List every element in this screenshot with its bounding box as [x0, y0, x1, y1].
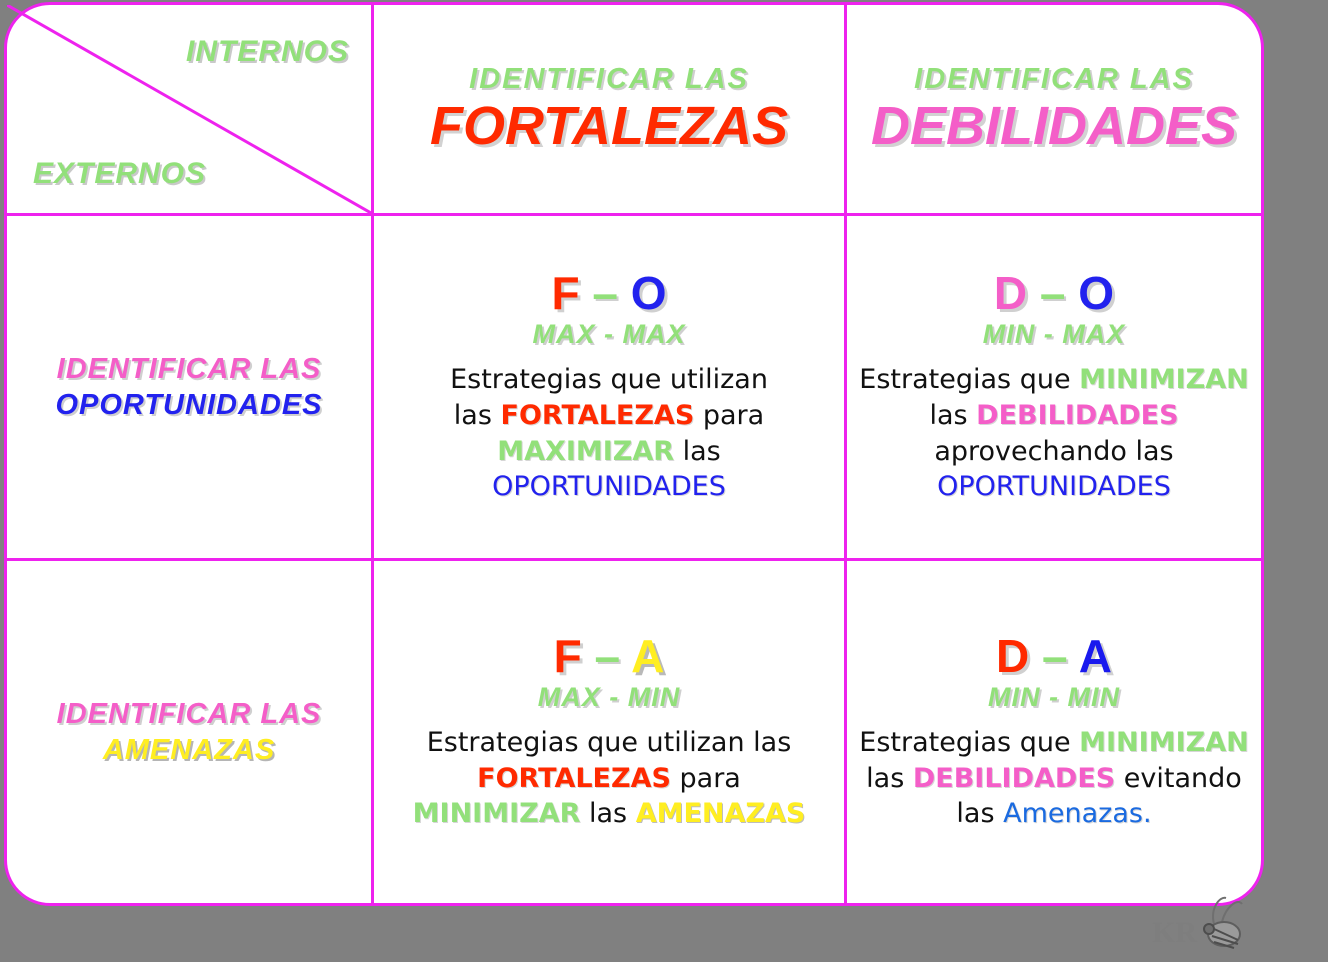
- cell-da-text-1: Estrategias que: [859, 727, 1080, 759]
- cell-fa-highlight-1: FORTALEZAS: [477, 762, 671, 794]
- cell-da-text-4: las: [956, 798, 1004, 830]
- cell-fa-description: [413, 725, 806, 832]
- cell-do: [847, 216, 1261, 561]
- matrix-corner-cell: [7, 5, 374, 216]
- cell-do-description: [859, 362, 1248, 505]
- cell-fa-code-dash: –: [594, 629, 621, 682]
- row-header-opportunities-title: OPORTUNIDADES: [55, 389, 323, 421]
- cell-do-code: [993, 267, 1115, 320]
- cell-da-text-2: las: [866, 762, 913, 794]
- column-header-strengths: [374, 5, 847, 216]
- column-header-weaknesses-title: DEBILIDADES: [870, 95, 1238, 156]
- cell-fo-maxmin: MAX - MAX: [532, 319, 686, 350]
- cell-do-code-dash: –: [1039, 267, 1066, 320]
- cell-da-text-3: evitando: [1115, 762, 1242, 794]
- cell-fo-highlight-1: FORTALEZAS: [500, 400, 695, 432]
- cell-fa-text-1: Estrategias que utilizan las: [426, 727, 792, 759]
- column-header-weaknesses: [847, 5, 1261, 216]
- row-header-opportunities-subtitle: IDENTIFICAR LAS: [56, 352, 322, 385]
- cell-fo-code-dash: –: [592, 267, 618, 320]
- column-header-strengths-subtitle: IDENTIFICAR LAS: [469, 62, 749, 95]
- cell-da-maxmin: MIN - MIN: [988, 682, 1120, 713]
- cell-fo-text-3: para: [694, 400, 765, 432]
- cell-fa-highlight-2: MINIMIZAR: [412, 798, 581, 830]
- cell-da-code: [996, 629, 1112, 682]
- watermark-logo: [1152, 894, 1262, 956]
- cell-fo-code-second: O: [630, 267, 667, 320]
- column-header-weaknesses-subtitle: IDENTIFICAR LAS: [914, 62, 1194, 95]
- cell-da-highlight-2: DEBILIDADES: [912, 762, 1116, 794]
- cell-do-text-2: las: [929, 400, 977, 432]
- row-header-threats: [7, 561, 374, 903]
- row-header-opportunities: [7, 216, 374, 561]
- cell-fa-maxmin: MAX - MIN: [537, 682, 681, 713]
- row-header-threats-title: AMENAZAS: [102, 734, 276, 766]
- cell-fo-highlight-2: MAXIMIZAR: [497, 435, 675, 467]
- cell-fo-code: [551, 267, 667, 320]
- row-header-threats-subtitle: IDENTIFICAR LAS: [56, 697, 322, 730]
- cell-do-highlight-2: DEBILIDADES: [976, 400, 1179, 432]
- internal-axis-label: INTERNOS: [185, 35, 349, 68]
- cell-fa-text-3: las: [580, 798, 636, 830]
- swot-matrix: [4, 2, 1264, 906]
- cell-da-code-dash: –: [1042, 629, 1068, 682]
- cell-da-code-second: A: [1078, 629, 1112, 682]
- logo-text: KR: [1152, 916, 1197, 949]
- cell-da: [847, 561, 1261, 903]
- cell-do-maxmin: MIN - MAX: [982, 319, 1126, 350]
- cell-fo-text-1: Estrategias que utilizan: [450, 364, 768, 396]
- cell-da-description: [859, 725, 1248, 832]
- cell-fa-code-first: F: [553, 629, 582, 682]
- cell-fo: [374, 216, 847, 561]
- cell-fo-text-4: las: [674, 435, 721, 467]
- cell-da-code-first: D: [996, 629, 1030, 682]
- cell-fa-highlight-3: AMENAZAS: [635, 798, 806, 830]
- cell-do-highlight-1: MINIMIZAN: [1079, 364, 1249, 396]
- cell-fa-text-2: para: [670, 762, 741, 794]
- cell-fa-code-second: A: [631, 629, 665, 682]
- column-header-strengths-title: FORTALEZAS: [430, 95, 788, 156]
- external-axis-label: EXTERNOS: [33, 157, 207, 190]
- cell-da-highlight-3: Amenazas.: [1003, 798, 1152, 830]
- cell-da-highlight-1: MINIMIZAN: [1079, 727, 1249, 759]
- cell-do-code-second: O: [1078, 267, 1115, 320]
- cell-fo-code-first: F: [551, 267, 580, 320]
- cell-fo-text-2: las: [453, 400, 501, 432]
- cell-fa: [374, 561, 847, 903]
- cell-fo-highlight-3: OPORTUNIDADES: [492, 471, 726, 503]
- cell-fo-description: [450, 362, 768, 505]
- cell-do-code-first: D: [993, 267, 1028, 320]
- cell-fa-code: [553, 629, 665, 682]
- cell-do-highlight-3: OPORTUNIDADES: [937, 471, 1171, 503]
- cell-do-text-3: aprovechando las: [934, 435, 1174, 467]
- cell-do-text-1: Estrategias que: [859, 364, 1080, 396]
